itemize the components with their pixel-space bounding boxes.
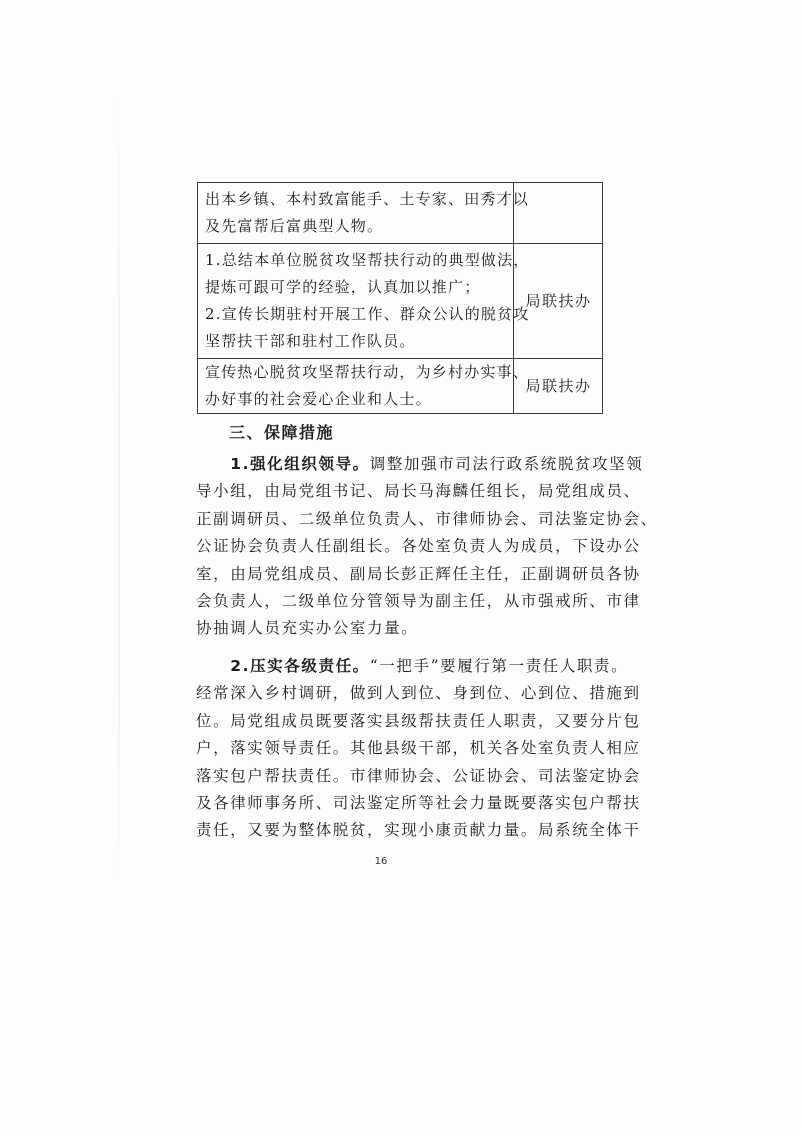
paragraph-line: 落实包户帮扶责任。市律师协会、公证协会、司法鉴定协会 <box>196 766 641 785</box>
cell-line: 提炼可跟可学的经验，认真加以推广； <box>205 278 481 296</box>
cell-line: 宣传热心脱贫攻坚帮扶行动，为乡村办实事、 <box>205 363 530 381</box>
page-number: 16 <box>374 856 388 867</box>
paragraph-line: 导小组，由局党组书记、局长马海麟任组长，局党组成员、 <box>196 482 641 501</box>
paragraph-line <box>196 653 629 680</box>
table-cell-content <box>198 183 530 244</box>
paragraph-line: 正副调研员、二级单位负责人、市律师协会、司法鉴定协会、 <box>196 509 658 528</box>
scan-shadow <box>118 90 120 890</box>
paragraph-line: 会负责人，二级单位分管领导为副主任，从市强戒所、市律 <box>196 592 641 611</box>
paragraph-line: 责任，又要为整体脱贫，实现小康贡献力量。局系统全体干 <box>196 821 641 840</box>
table-cell-owner: 局联扶办 <box>514 359 603 414</box>
table-row <box>198 244 603 359</box>
responsibility-table <box>197 182 603 414</box>
table-cell-owner: 局联扶办 <box>514 244 603 359</box>
cell-line: 1.总结本单位脱贫攻坚帮扶行动的典型做法， <box>205 251 530 269</box>
cell-line: 办好事的社会爱心企业和人士。 <box>205 390 432 408</box>
paragraph-line: 协抽调人员充实办公室力量。 <box>196 619 419 638</box>
paragraph-responsibility <box>196 653 641 845</box>
paragraph-line <box>196 451 644 478</box>
table-row <box>198 359 603 414</box>
table-cell-content <box>198 359 530 414</box>
cell-line: 坚帮扶干部和驻村工作队员。 <box>205 332 416 350</box>
table-cell-content <box>198 244 530 359</box>
paragraph-line: 及各律师事务所、司法鉴定所等社会力量既要落实包户帮扶 <box>196 794 641 813</box>
paragraph-text: “一把手”要履行第一责任人职责。 <box>369 657 629 675</box>
section-heading: 三、保障措施 <box>229 423 335 442</box>
paragraph-text: 调整加强市司法行政系统脱贫攻坚领 <box>369 455 644 473</box>
cell-line: 2.宣传长期驻村开展工作、群众公认的脱贫攻 <box>205 305 530 323</box>
paragraph-lead: 1.强化组织领导。 <box>230 455 370 473</box>
paragraph-lead: 2.压实各级责任。 <box>230 657 370 675</box>
paragraph-line: 经常深入乡村调研，做到人到位、身到位、心到位、措施到 <box>196 684 641 703</box>
paragraph-organization <box>196 451 658 643</box>
paragraph-line: 位。局党组成员既要落实县级帮扶责任人职责，又要分片包 <box>196 711 641 730</box>
table-row <box>198 183 603 244</box>
cell-line: 出本乡镇、本村致富能手、土专家、田秀才以 <box>205 190 530 208</box>
cell-line: 及先富帮后富典型人物。 <box>205 217 384 235</box>
paragraph-line: 室，由局党组成员、副局长彭正辉任主任，正副调研员各协 <box>196 564 641 583</box>
paragraph-line: 公证协会负责人任副组长。各处室负责人为成员，下设办公 <box>196 537 641 556</box>
paragraph-line: 户，落实领导责任。其他县级干部，机关各处室负责人相应 <box>196 739 641 758</box>
